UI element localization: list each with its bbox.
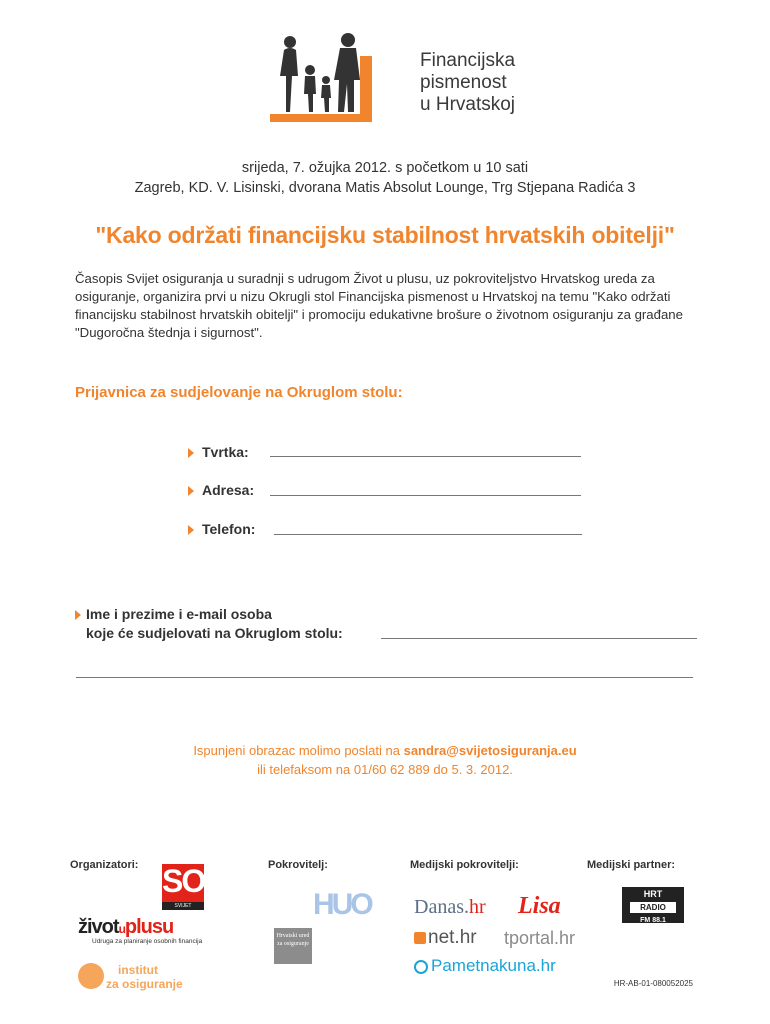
bullet-arrow-icon <box>75 610 81 620</box>
phone-label: Telefon: <box>202 521 256 537</box>
event-intro: Časopis Svijet osiguranja u suradnji s udrugom Život u plusu, uz pokroviteljstvo Hrvatskog ureda za osiguranje, organizira prvi u nizu Okrugli stol Financijska pismenost u Hrvatskoj na temu "Kako održati financijsku stabilnost hrvatskih obitelji" i promociju edukativne brošure o životnom osiguranju za građane "Dugoročna štednja i sigurnost". <box>75 271 683 340</box>
organizers-label: Organizatori: <box>70 859 139 871</box>
net-hr-icon <box>414 932 426 944</box>
company-label: Tvrtka: <box>202 444 249 460</box>
submit-fax-note: ili telefaksom na 01/60 62 889 do 5. 3. 2012. <box>257 762 513 777</box>
participants-label-line2: koje će sudjelovati na Okruglom stolu: <box>86 625 343 641</box>
document-code: HR-AB-01-080052025 <box>613 979 693 988</box>
event-date: srijeda, 7. ožujka 2012. s početkom u 10 sati <box>241 160 529 176</box>
participants-input-line-2[interactable] <box>76 677 693 678</box>
family-logo-icon <box>262 26 392 122</box>
address-field-row <box>188 482 588 502</box>
danas-logo: Danas.hr <box>414 896 486 918</box>
submit-note <box>0 741 770 760</box>
company-input-line[interactable] <box>270 456 581 457</box>
event-location: Zagreb, KD. V. Lisinski, dvorana Matis Absolut Lounge, Trg Stjepana Radića 3 <box>134 180 636 196</box>
lisa-logo: Lisa <box>518 893 561 919</box>
participants-input-line[interactable] <box>381 638 697 639</box>
pametnakuna-logo: Pametnakuna.hr <box>414 956 556 976</box>
event-title: "Kako održati financijsku stabilnost hrvatskih obitelji" <box>95 222 675 248</box>
logo-line: pismenost <box>420 72 507 93</box>
logo-line: Financijska <box>420 50 516 71</box>
address-input-line[interactable] <box>270 495 581 496</box>
submit-email-link[interactable]: sandra@svijetosiguranja.eu <box>403 743 577 758</box>
huo-logo: HUO <box>313 888 371 921</box>
tportal-logo: tportal.hr <box>504 928 576 948</box>
bullet-arrow-icon <box>188 448 194 458</box>
phone-input-line[interactable] <box>274 534 582 535</box>
hrt-radio-logo: HRT RADIO FM 88.1 <box>622 887 684 923</box>
participants-label-line1: Ime i prezime i e-mail osoba <box>86 606 272 622</box>
hrvatski-ured-logo: Hrvatski ured za osiguranje <box>274 928 312 964</box>
institut-logo-text: institut za osiguranje <box>106 963 183 991</box>
patron-label: Pokrovitelj: <box>268 859 328 871</box>
phone-field-row <box>188 521 588 541</box>
participants-field <box>75 605 700 645</box>
submit-note-prefix: Ispunjeni obrazac molimo poslati na <box>193 743 404 758</box>
zivot-u-plusu-sub: Udruga za planiranje osobnih financija <box>92 938 203 945</box>
form-title: Prijavnica za sudjelovanje na Okruglom stolu: <box>75 384 403 401</box>
bullet-arrow-icon <box>188 486 194 496</box>
logo-text <box>420 50 515 116</box>
company-field-row <box>188 444 588 464</box>
address-label: Adresa: <box>202 482 255 498</box>
pametnakuna-icon <box>414 960 428 974</box>
zivot-u-plusu-logo: životuplusu <box>78 916 174 938</box>
svijet-osiguranja-logo: SO <box>162 864 204 906</box>
logo-line: u Hrvatskoj <box>420 94 516 115</box>
svijet-osiguranja-sub: SVIJET OSIGURANJA <box>162 902 204 910</box>
media-patrons-label: Medijski pokrovitelji: <box>410 859 519 871</box>
media-partner-label: Medijski partner: <box>587 859 676 871</box>
net-hr-logo: net.hr <box>414 927 477 949</box>
bullet-arrow-icon <box>188 525 194 535</box>
